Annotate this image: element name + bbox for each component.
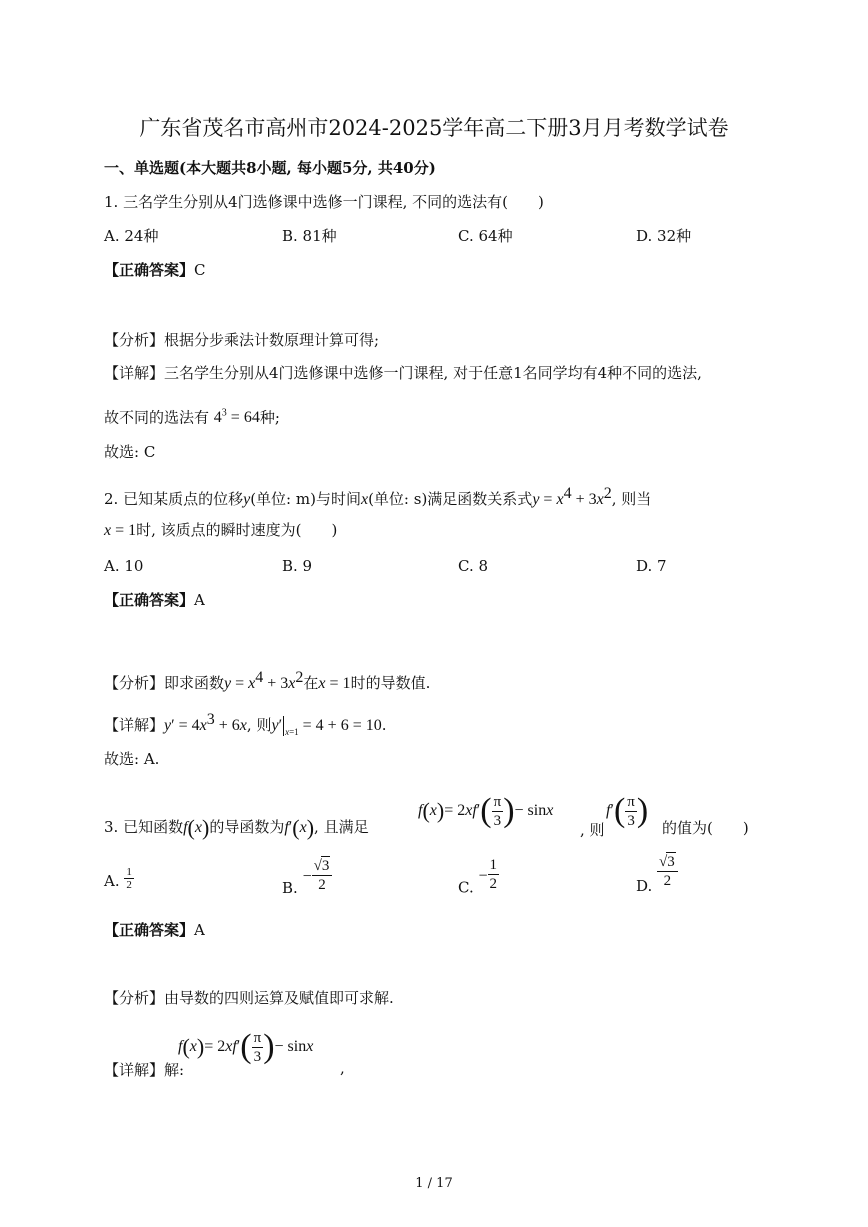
q3-condition-formula: f(x)= 2xf′( $\frac{\pi}{3}$ )− sinx <box>418 792 554 829</box>
math-expression: y <box>532 491 540 508</box>
q2-option-b: B. 9 <box>282 557 313 575</box>
q3-detail-label: 【详解】解: <box>104 1061 185 1079</box>
math-expression: $\frac{1}{2}$ <box>489 857 498 892</box>
q2-detail: 【详解】$y' = 4x^3 + 6x$, 则y′ $_{x=1}$ = 4 + 6 = 10. <box>104 711 387 737</box>
math-expression: y <box>164 717 172 734</box>
q1-option-c: C. 64种 <box>458 227 513 245</box>
q3-option-d: D. $\frac{√3}{2}$ <box>636 852 678 896</box>
q2-analysis: 【分析】即求函数$y = x^4 + 3x^2$在x = 1时的导数值. <box>104 669 431 692</box>
math-expression: x <box>104 522 112 539</box>
math-expression: y <box>224 675 232 692</box>
q3-answer <box>104 920 205 940</box>
answer-label: 【正确答案】 <box>104 591 195 609</box>
answer-label: 【正确答案】 <box>104 921 195 939</box>
q1-detail-line2: 故不同的选法有 $4^3 = 64$种; <box>104 408 280 427</box>
q1-option-a: A. 24种 <box>104 227 159 245</box>
math-expression: f <box>183 819 188 836</box>
q2-option-c: C. 8 <box>458 557 489 575</box>
q3-stem-then: , 则 <box>580 821 605 839</box>
answer-value: A <box>194 591 205 609</box>
section-heading: 一、单选题(本大题共8小题, 每小题5分, 共40分) <box>104 159 436 177</box>
q1-answer <box>104 260 206 280</box>
math-expression: y <box>243 491 251 508</box>
q1-analysis: 【分析】根据分步乘法计数原理计算可得; <box>104 331 380 349</box>
math-expression: x <box>360 491 369 508</box>
q3-stem-tail: 的值为( ) <box>662 819 749 837</box>
q3-detail-formula: f(x)= 2xf′( $\frac{\pi}{3}$ )− sinx <box>178 1028 314 1065</box>
q1-detail-line1: 【详解】三名学生分别从4门选修课中选修一门课程, 对于任意1名同学均有4种不同的选法, <box>104 364 702 382</box>
q3-option-c: C. − $\frac{1}{2}$ <box>458 857 498 897</box>
q1-stem: 1. 三名学生分别从4门选修课中选修一门课程, 不同的选法有( ) <box>104 193 544 211</box>
math-expression: $\frac{1}{2}$ <box>126 866 132 891</box>
q2-option-a: A. 10 <box>104 557 144 575</box>
q3-option-b: B. − $\frac{√3}{2}$ <box>282 856 332 898</box>
answer-value: A <box>194 921 205 939</box>
page-title: 广东省茂名市高州市2024-2025学年高二下册3月月考数学试卷 <box>139 116 729 140</box>
answer-label: 【正确答案】 <box>104 261 195 279</box>
q1-choose: 故选: C <box>104 443 156 461</box>
q1-option-b: B. 81种 <box>282 227 337 245</box>
q3-detail-comma: , <box>340 1059 345 1077</box>
q2-choose: 故选: A. <box>104 750 160 768</box>
q3-stem: 3. 已知函数f(x)的导函数为f′(x), 且满足 <box>104 815 369 840</box>
q2-stem-line2: x = 1时, 该质点的瞬时速度为( ) <box>104 521 338 539</box>
q1-option-d: D. 32种 <box>636 227 692 245</box>
q3-option-a: A. $\frac{1}{2}$ <box>104 866 132 891</box>
q2-stem-line1: 2. 已知某质点的位移y(单位: m)与时间x(单位: s)满足函数关系式$y = x^4 + 3x^2$, 则当 <box>104 485 652 508</box>
answer-value: C <box>194 261 206 279</box>
math-expression: $\frac{√3}{2}$ <box>312 856 333 894</box>
q2-answer <box>104 590 205 610</box>
q3-target-formula: f′( $\frac{\pi}{3}$ ) <box>606 792 649 829</box>
page-number: 1 / 17 <box>415 1176 453 1191</box>
math-expression: $\frac{√3}{2}$ <box>657 852 678 890</box>
q2-option-d: D. 7 <box>636 557 667 575</box>
q3-analysis: 【分析】由导数的四则运算及赋值即可求解. <box>104 989 394 1007</box>
math-expression: $4^3 = 64$ <box>213 408 260 427</box>
